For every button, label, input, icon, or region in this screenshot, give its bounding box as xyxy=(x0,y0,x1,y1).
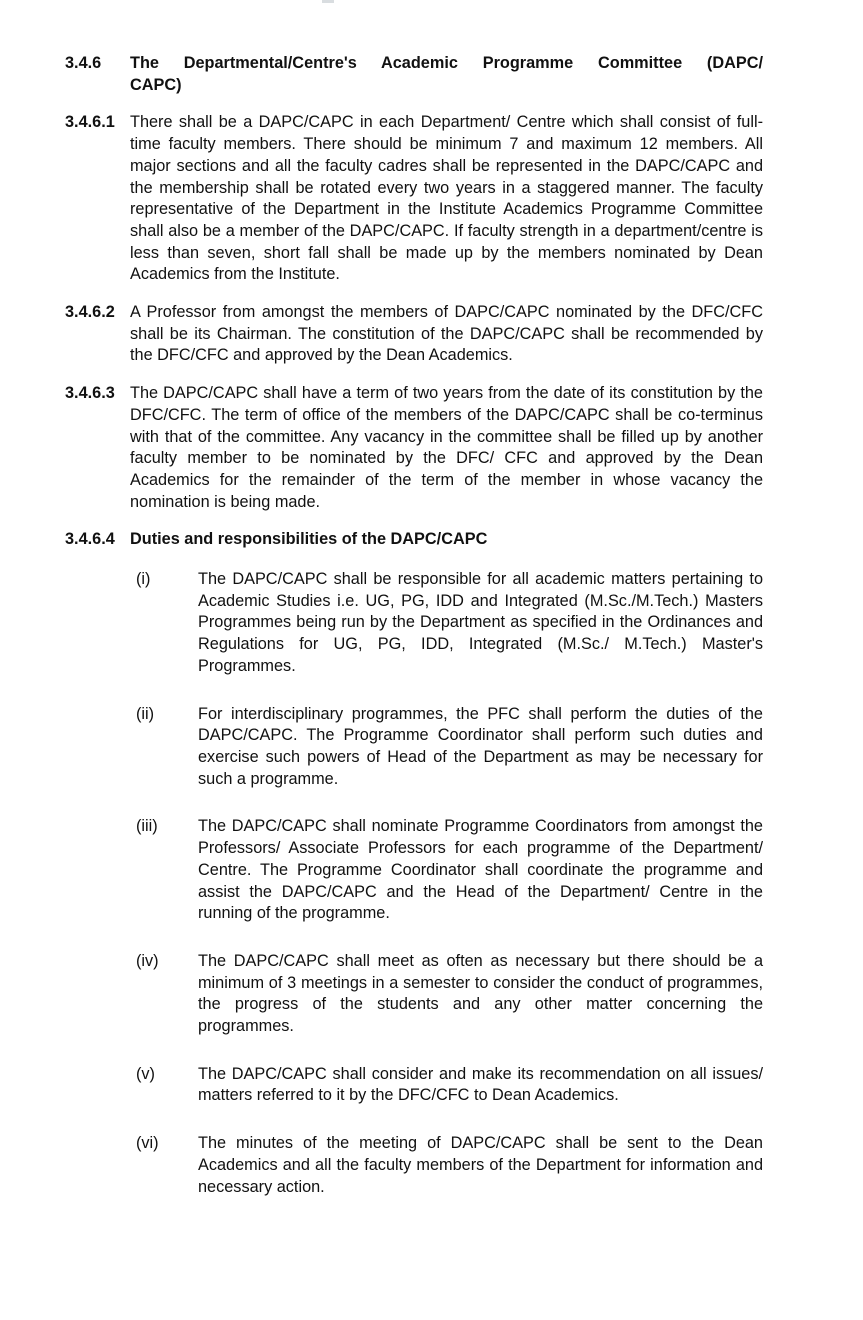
list-marker: (i) xyxy=(136,570,151,589)
section-3-4-6-3 xyxy=(65,383,763,513)
section-text: The DAPC/CAPC shall have a term of two years from the date of its constitution by the DFC/CFC. The term of office of the members of the DAPC/CAPC shall be co-terminus with that of the committee. Any vacancy in the committee shall be filled up by another faculty member to be nominated by the DFC/ CFC and approved by the Dean Academics for the remainder of the term of the member in whose vacancy the nomination is being made. xyxy=(130,384,763,511)
section-3-4-6-2 xyxy=(65,302,763,367)
list-item-i xyxy=(65,569,763,678)
list-item-text: The DAPC/CAPC shall meet as often as necessary but there should be a minimum of 3 meetings in a semester to consider the conduct of programmes, the progress of the students and any other matter concerning the programmes. xyxy=(198,951,763,1036)
section-number: 3.4.6 xyxy=(65,54,102,72)
section-number: 3.4.6.2 xyxy=(65,303,115,322)
section-number: 3.4.6.1 xyxy=(65,113,115,132)
page-edge-artifact xyxy=(322,0,334,3)
section-3-4-6-4 xyxy=(65,529,763,551)
section-text: There shall be a DAPC/CAPC in each Department/ Centre which shall consist of full-time faculty members. There should be minimum 7 and maximum 12 members. All major sections and all the faculty cadres shall be represented in the DAPC/CAPC and the membership shall be rotated every two years in a staggered manner. The faculty representative of the Department in the Institute Academics Programme Committee shall also be a member of the DAPC/CAPC. If faculty strength in a department/centre is less than seven, short fall shall be made up by the members nominated by Dean Academics from the Institute. xyxy=(130,113,763,284)
list-item-text: The DAPC/CAPC shall consider and make its recommendation on all issues/ matters referred to it by the DFC/CFC to Dean Academics. xyxy=(198,1064,763,1105)
list-item-text: The minutes of the meeting of DAPC/CAPC shall be sent to the Dean Academics and all the faculty members of the Department for information and necessary action. xyxy=(198,1134,763,1196)
list-marker: (ii) xyxy=(136,704,155,723)
list-item-v xyxy=(65,1064,763,1107)
section-3-4-6 xyxy=(65,53,763,96)
list-item-iv xyxy=(65,951,763,1038)
list-item-vi xyxy=(65,1133,763,1198)
section-heading-line2: CAPC) xyxy=(130,75,182,94)
section-number: 3.4.6.3 xyxy=(65,384,115,403)
list-item-text: The DAPC/CAPC shall be responsible for all academic matters pertaining to Academic Studies i.e. UG, PG, IDD and Integrated (M.Sc./M.Tech.) Masters Programmes being run by the Department as specified in the Ordinances and Regulations for UG, PG, IDD, Integrated (M.Sc./ M.Tech.) Master's Programmes. xyxy=(198,570,763,675)
duties-list xyxy=(65,569,763,1198)
section-heading-line1: The Departmental/Centre's Academic Programme Committee (DAPC/ xyxy=(130,54,763,72)
list-marker: (v) xyxy=(136,1064,155,1083)
list-marker: (vi) xyxy=(136,1134,159,1153)
list-marker: (iii) xyxy=(136,817,158,836)
document-body xyxy=(65,53,763,1224)
list-item-iii xyxy=(65,816,763,925)
section-3-4-6-1 xyxy=(65,112,763,286)
list-marker: (iv) xyxy=(136,951,159,970)
section-heading xyxy=(130,53,763,96)
list-item-ii xyxy=(65,704,763,791)
section-text: A Professor from amongst the members of DAPC/CAPC nominated by the DFC/CFC shall be its Chairman. The constitution of the DAPC/CAPC shall be recommended by the DFC/CFC and approved by the Dean Academics. xyxy=(130,303,763,365)
section-number: 3.4.6.4 xyxy=(65,530,115,549)
section-subheading: Duties and responsibilities of the DAPC/CAPC xyxy=(130,530,488,549)
list-item-text: For interdisciplinary programmes, the PFC shall perform the duties of the DAPC/CAPC. The Programme Coordinator shall perform such duties and exercise such powers of Head of the Department as may be necessary for such a programme. xyxy=(198,704,763,788)
list-item-text: The DAPC/CAPC shall nominate Programme Coordinators from amongst the Professors/ Associate Professors for each programme of the Department/ Centre. The Programme Coordinator shall coordinate the programme and assist the DAPC/CAPC and the Head of the Department/ Centre in the running of the programme. xyxy=(198,817,763,923)
